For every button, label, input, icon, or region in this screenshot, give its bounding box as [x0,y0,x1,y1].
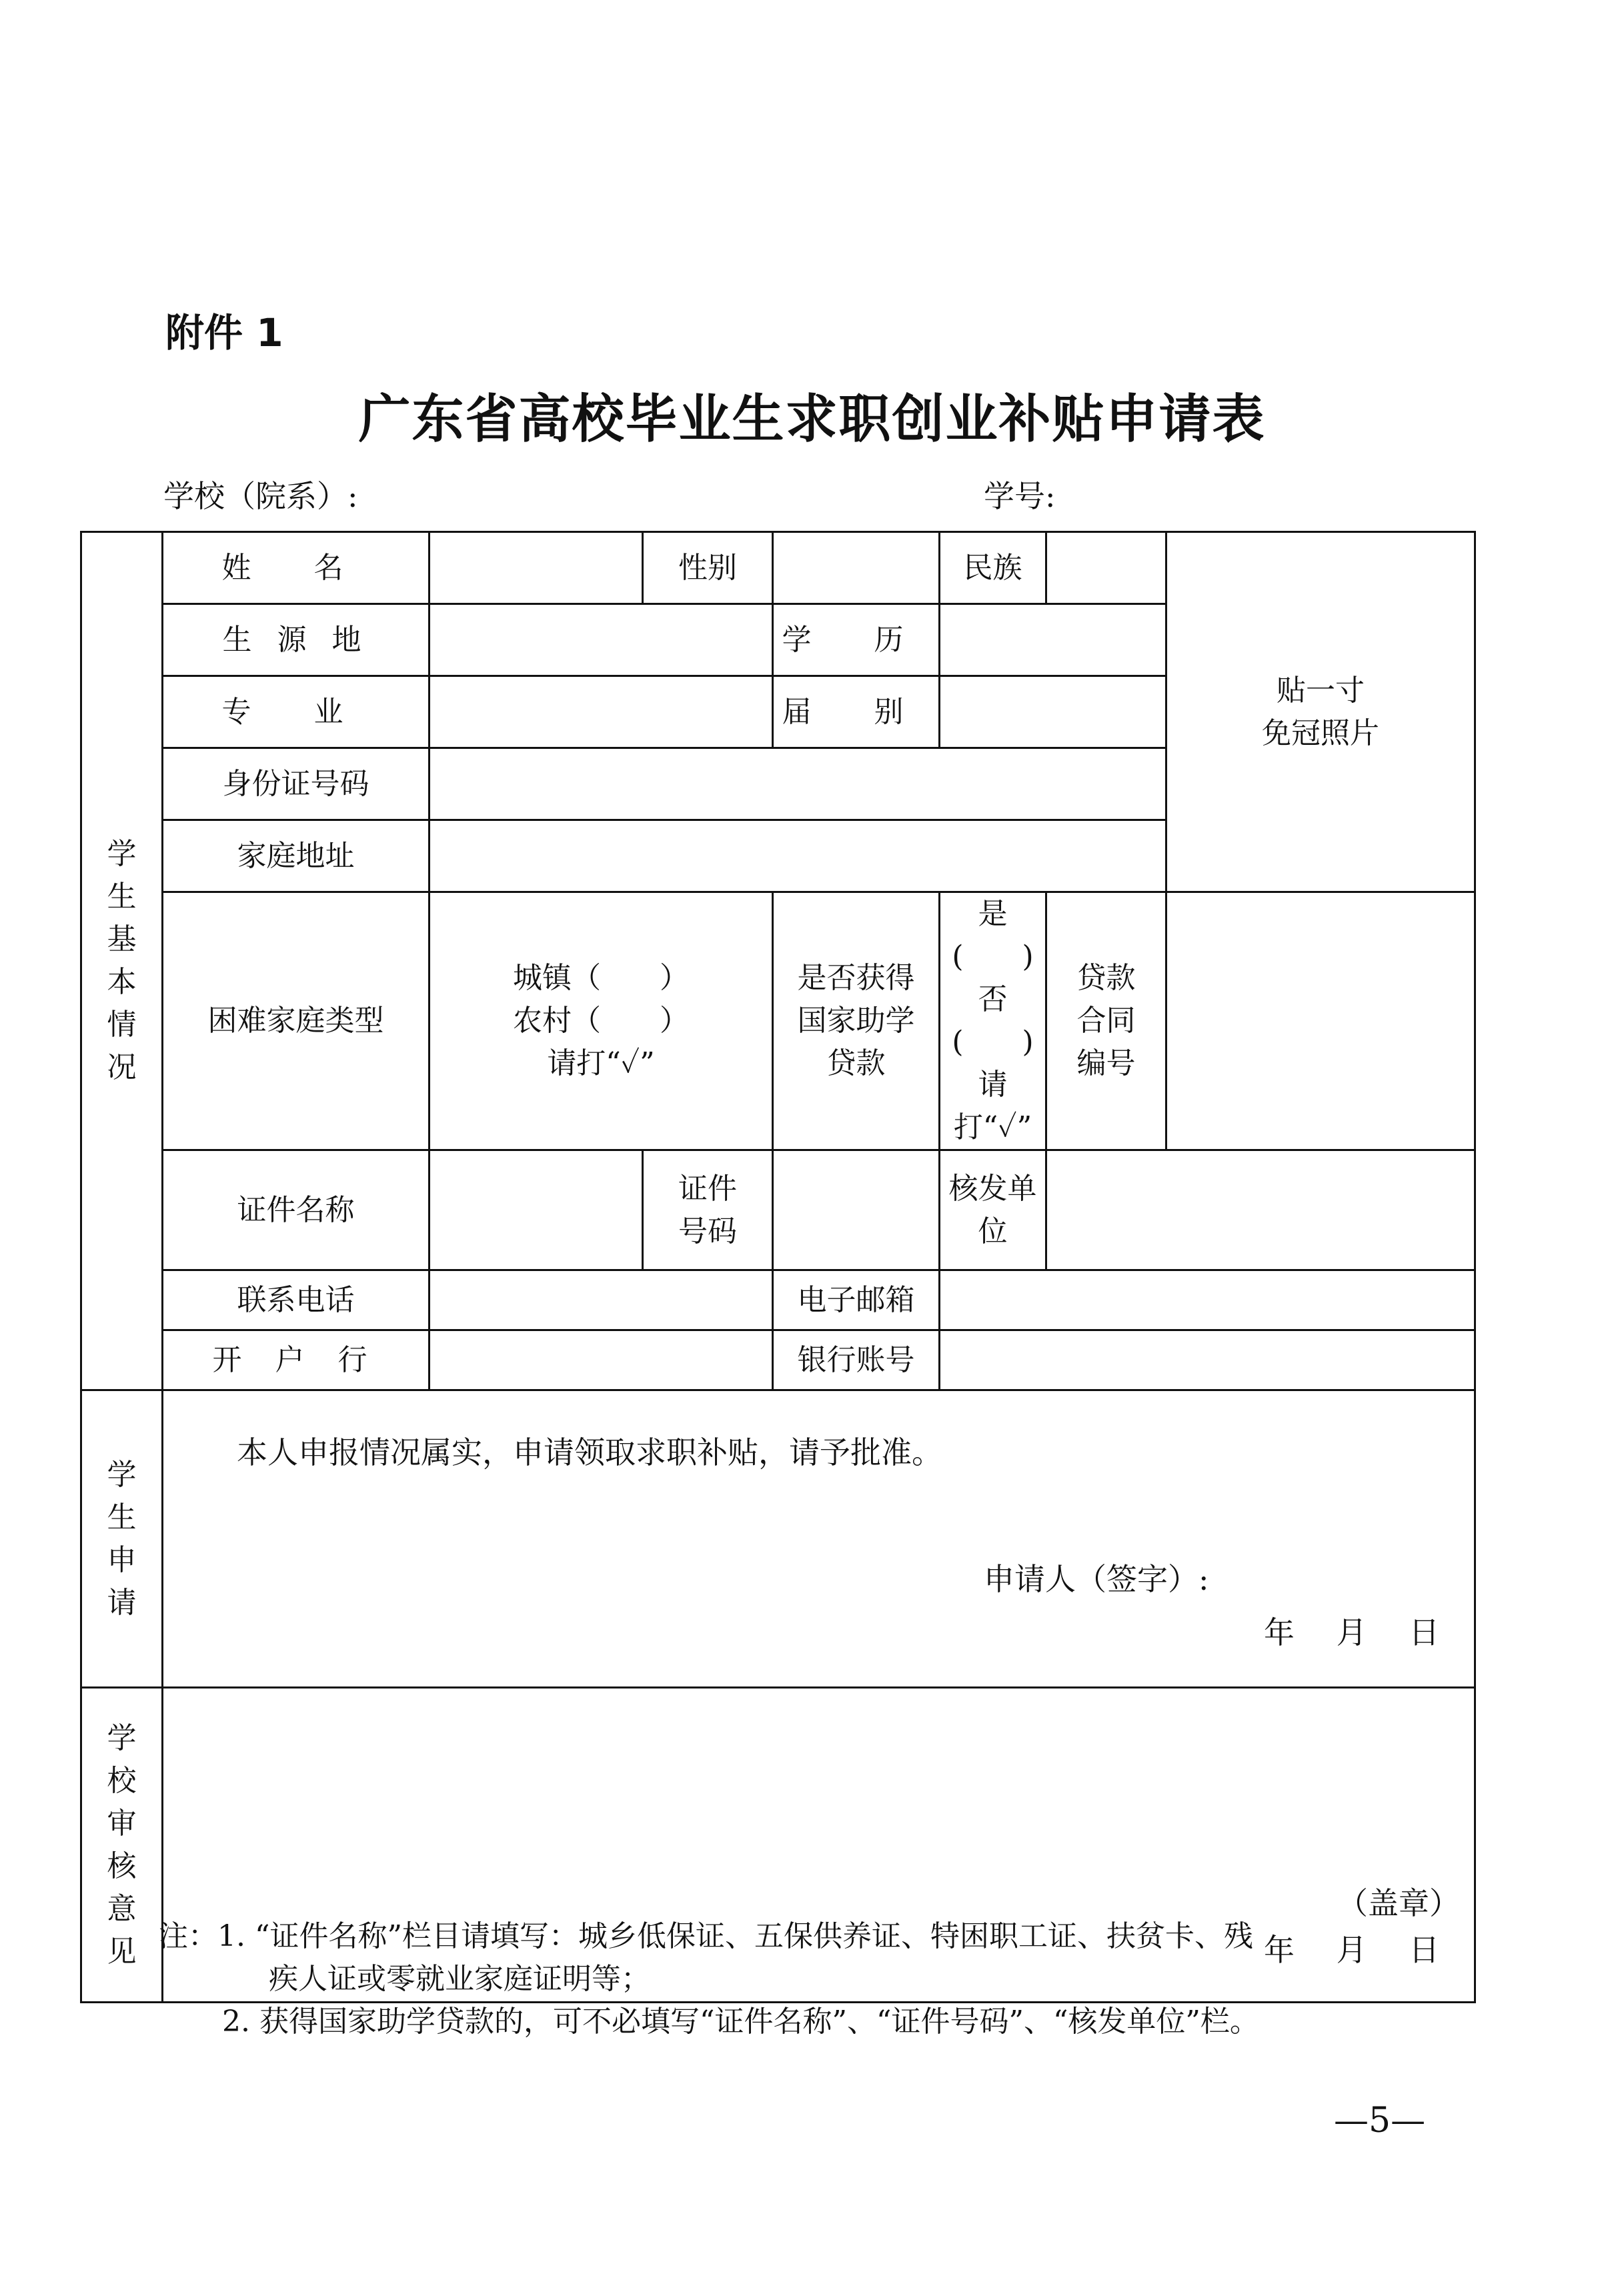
application-date: 年 月 日 [1264,1614,1440,1650]
attachment-label: 附件 1 [165,310,283,355]
email-field[interactable] [940,1270,1475,1330]
note-line-3: 2. 获得国家助学贷款的，可不必填写“证件名称”、“证件号码”、“核发单位”栏。 [222,2005,1259,2039]
application-box[interactable] [163,1390,1475,1688]
issuer-label: 核发单位 [940,1150,1046,1270]
major-field[interactable] [430,676,773,748]
bank-account-field[interactable] [940,1330,1475,1390]
id-number-field[interactable] [430,748,1166,820]
loan-contract-label: 贷款 合同 编号 [1046,892,1166,1150]
gender-label: 性别 [643,532,773,604]
cert-number-label: 证件 号码 [643,1150,773,1270]
phone-label: 联系电话 [163,1270,430,1330]
issuer-field[interactable] [1046,1150,1475,1270]
note-line-2: 疾人证或零就业家庭证明等； [269,1962,650,1996]
cert-name-field[interactable] [430,1150,643,1270]
section-basic-info: 学 生 基 本 情 况 [81,532,163,1390]
school-label: 学校（院系）: [163,478,358,514]
graduation-year-label: 届 别 [773,676,940,748]
student-id-label: 学号: [984,478,1056,514]
email-label: 电子邮箱 [773,1270,940,1330]
review-date: 年 月 日 [1264,1932,1440,1968]
origin-label: 生 源 地 [163,604,430,676]
home-address-label: 家庭地址 [163,820,430,892]
loan-question-label: 是否获得 国家助学 贷款 [773,892,940,1150]
education-field[interactable] [940,604,1166,676]
loan-contract-field[interactable] [1166,892,1475,1150]
photo-box[interactable]: 贴一寸 免冠照片 [1166,532,1475,892]
note-line-1: 注：1. “证件名称”栏目请填写：城乡低保证、五保供养证、特困职工证、扶贫卡、残 [159,1919,1253,1953]
hardship-type-options[interactable]: 城镇（ ） 农村（ ） 请打“✓” [430,892,773,1150]
loan-options[interactable]: 是( ) 否( ) 请打“✓” [940,892,1046,1150]
form-title: 广东省高校毕业生求职创业补贴申请表 [358,389,1266,449]
home-address-field[interactable] [430,820,1166,892]
ethnicity-field[interactable] [1046,532,1166,604]
cert-name-label: 证件名称 [163,1150,430,1270]
applicant-signature-label: 申请人（签字）: [984,1561,1209,1597]
section-school-review: 学 校 审 核 意 见 [81,1688,163,2003]
seal-label: （盖章） [1337,1885,1460,1921]
id-number-label: 身份证号码 [163,748,430,820]
section-student-application: 学 生 申 请 [81,1390,163,1688]
origin-field[interactable] [430,604,773,676]
application-form-table [80,531,1476,2003]
phone-field[interactable] [430,1270,773,1330]
application-statement: 本人申报情况属实，申请领取求职补贴，请予批准。 [237,1434,942,1470]
gender-field[interactable] [773,532,940,604]
ethnicity-label: 民族 [940,532,1046,604]
page-number: —5— [1334,2101,1426,2141]
education-label: 学 历 [773,604,940,676]
hardship-type-label: 困难家庭类型 [163,892,430,1150]
cert-number-field[interactable] [773,1150,940,1270]
major-label: 专 业 [163,676,430,748]
graduation-year-field[interactable] [940,676,1166,748]
form-notes [159,1915,1259,2043]
bank-label: 开 户 行 [163,1330,430,1390]
bank-field[interactable] [430,1330,773,1390]
name-label: 姓 名 [163,532,430,604]
bank-account-label: 银行账号 [773,1330,940,1390]
name-field[interactable] [430,532,643,604]
